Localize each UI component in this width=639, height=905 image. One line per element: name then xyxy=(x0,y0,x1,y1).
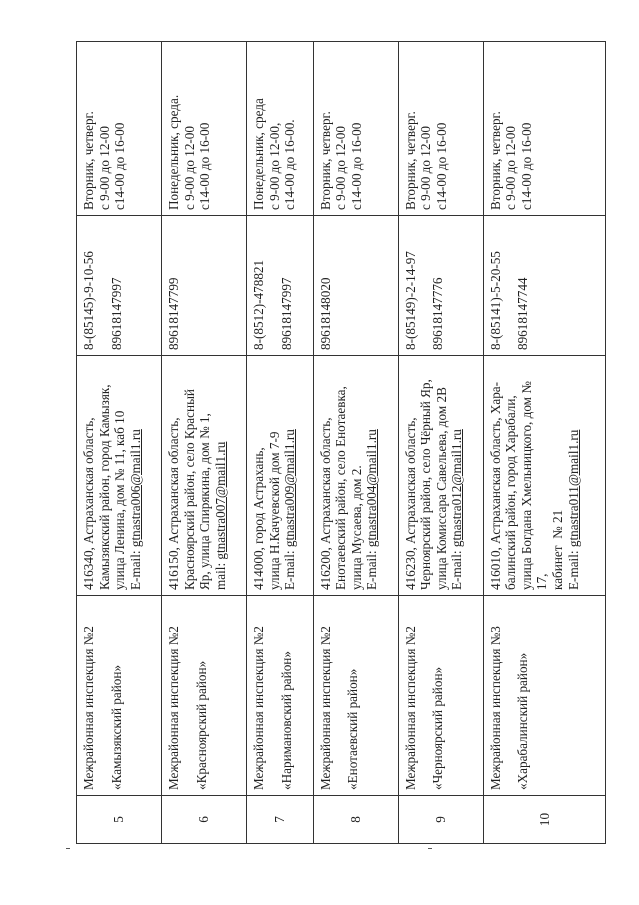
email-prefix: E-mail: xyxy=(282,547,298,590)
address-line: Черноярский район, село Чёрный Яр, xyxy=(418,379,434,590)
email-prefix: E-mail: xyxy=(127,547,143,590)
district-name: «Наримановский район» xyxy=(278,651,294,790)
hours-line: с14-00 до 16-00 xyxy=(433,122,449,210)
address-cell xyxy=(247,356,313,596)
phone-primary: 89618148020 xyxy=(317,277,333,350)
scan-mark xyxy=(66,848,70,849)
email-link[interactable]: gtnastra011@mail1.ru xyxy=(565,429,581,548)
table-row xyxy=(483,42,605,844)
district-name: «Камызякский район» xyxy=(108,664,124,790)
address-line: 17, xyxy=(534,573,550,590)
scan-mark xyxy=(428,848,432,849)
phone-secondary: 89618147776 xyxy=(430,277,446,350)
spacer-gap xyxy=(267,221,279,350)
address-line: улица Мусаева, дом 2. xyxy=(348,465,364,590)
email-link[interactable]: gtnastra012@mail1.ru xyxy=(449,429,465,548)
row-number: 8 xyxy=(313,796,398,844)
hours-line: с14-00 до 16-00 xyxy=(518,122,534,210)
email-line xyxy=(364,361,380,590)
phone-secondary: 89618147744 xyxy=(515,277,531,350)
address-line: 416340, Астраханская область, xyxy=(81,417,96,590)
table-row xyxy=(313,42,398,844)
email-link[interactable]: gtnastra006@mail1.ru xyxy=(127,429,143,548)
hours-line: Понедельник, среда xyxy=(251,98,267,210)
email-line xyxy=(128,361,144,590)
hours-line: с14-00 до 16-00 xyxy=(348,122,364,210)
email-link[interactable]: gtnastra004@mail1.ru xyxy=(364,429,380,548)
email-prefix: E-mail: xyxy=(364,547,380,590)
address-line: балинский район, город Харабали, xyxy=(503,395,519,590)
phone-secondary: 89618147997 xyxy=(278,277,294,350)
table-row xyxy=(162,42,247,844)
district-name: «Енотаевский район» xyxy=(345,668,361,790)
hours-cell xyxy=(247,42,313,216)
spacer-gap xyxy=(97,221,109,350)
phone-cell xyxy=(247,216,313,356)
phone-primary: 8-(85149)-2-14-97 xyxy=(402,251,418,350)
inspection-name-cell xyxy=(313,596,398,796)
inspection-name-cell xyxy=(77,596,162,796)
email-prefix: mail: xyxy=(212,559,228,590)
address-line: 416200, Астраханская область, xyxy=(317,417,333,590)
inspection-name-cell xyxy=(398,596,483,796)
hours-cell xyxy=(77,42,162,216)
email-link[interactable]: gtnastra009@mail1.ru xyxy=(282,429,298,548)
hours-line: Вторник, четверг. xyxy=(317,111,333,210)
address-cell xyxy=(77,356,162,596)
row-number: 7 xyxy=(247,796,313,844)
hours-line: с 9-00 до 12-00 xyxy=(96,126,112,210)
spacer-gap xyxy=(267,601,279,790)
inspection-name-cell xyxy=(247,596,313,796)
phone-cell xyxy=(313,216,398,356)
address-cell xyxy=(483,356,605,596)
email-line xyxy=(449,361,465,590)
hours-line: с 9-00 до 12-00 xyxy=(181,126,197,210)
district-name: «Красноярский район» xyxy=(193,660,209,790)
email-link[interactable]: gtnastra007@mail1.ru xyxy=(212,441,228,560)
phone-cell xyxy=(77,216,162,356)
district-name: «Черноярский район» xyxy=(430,666,446,790)
address-line: 416150, Астраханская область, xyxy=(166,417,182,590)
inspection-name-cell xyxy=(162,596,247,796)
hours-line: Понедельник, среда. xyxy=(166,94,182,210)
inspection-name: Межрайонная инспекция №2 xyxy=(402,626,418,790)
hours-cell xyxy=(162,42,247,216)
hours-line: с 9-00 до 12-00, xyxy=(266,122,282,210)
spacer-gap xyxy=(418,601,430,790)
address-cell xyxy=(313,356,398,596)
address-cell xyxy=(398,356,483,596)
address-line: улица Ленина, дом № 11, каб 10 xyxy=(112,410,128,590)
inspection-table xyxy=(76,41,606,844)
spacer-gap xyxy=(182,601,194,790)
phone-cell xyxy=(483,216,605,356)
phone-primary: 8-(8512)-478821 xyxy=(251,259,267,350)
hours-line: с14-00 до 16-00. xyxy=(282,119,298,210)
row-number: 9 xyxy=(398,796,483,844)
hours-line: с 9-00 до 12-00 xyxy=(418,126,434,210)
hours-line: Вторник, четверг. xyxy=(487,111,503,210)
spacer-gap xyxy=(503,221,515,350)
address-line: улица Богдана Хмельницкого, дом № xyxy=(518,381,534,590)
inspection-name: Межрайонная инспекция №2 xyxy=(317,626,333,790)
hours-line: с14-00 до 16-00 xyxy=(197,122,213,210)
hours-line: Вторник, четверг. xyxy=(402,111,418,210)
table-row xyxy=(398,42,483,844)
email-prefix: E-mail: xyxy=(565,547,581,590)
hours-line: Вторник, четверг. xyxy=(81,111,96,210)
address-line: Енотаевский район, село Енотаевка, xyxy=(333,386,349,590)
hours-line: с 9-00 до 12-00 xyxy=(503,126,519,210)
phone-cell xyxy=(398,216,483,356)
spacer-gap xyxy=(418,221,430,350)
inspection-name: Межрайонная инспекция №2 xyxy=(251,626,267,790)
row-number: 10 xyxy=(483,796,605,844)
address-line: 414000, город Астрахань, xyxy=(251,447,267,590)
hours-cell xyxy=(313,42,398,216)
address-line: 416230, Астраханская область, xyxy=(402,417,418,590)
email-line xyxy=(213,361,229,590)
email-prefix: E-mail: xyxy=(449,547,465,590)
table-body xyxy=(77,42,606,844)
inspection-name-cell xyxy=(483,596,605,796)
hours-cell xyxy=(483,42,605,216)
phone-secondary: 89618147997 xyxy=(108,277,124,350)
spacer-gap xyxy=(97,601,109,790)
hours-line: с14-00 до 16-00 xyxy=(112,122,128,210)
address-line: 416010, Астраханская область, Хара- xyxy=(487,381,503,590)
hours-line: с 9-00 до 12-00 xyxy=(333,126,349,210)
inspection-name: Межрайонная инспекция №2 xyxy=(81,626,96,790)
address-line: улица Комиссара Савельева, дом 2В xyxy=(433,387,449,590)
table-row xyxy=(247,42,313,844)
address-line: Камызякский район, город Камызяк, xyxy=(96,384,112,590)
phone-primary: 89618147799 xyxy=(166,277,182,350)
inspection-name: Межрайонная инспекция №2 xyxy=(166,626,182,790)
spacer-gap xyxy=(503,601,515,790)
document-table-container xyxy=(76,42,606,844)
row-number: 5 xyxy=(77,796,162,844)
inspection-name: Межрайонная инспекция №3 xyxy=(487,626,503,790)
phone-primary: 8-(85141)-5-20-55 xyxy=(487,251,503,350)
district-name: «Харабалинский район» xyxy=(515,652,531,790)
phone-cell xyxy=(162,216,247,356)
address-line: кабинет № 21 xyxy=(550,509,566,590)
email-line xyxy=(282,361,298,590)
row-number: 6 xyxy=(162,796,247,844)
rotated-page xyxy=(76,42,606,844)
address-cell xyxy=(162,356,247,596)
address-line: Красноярский район, село Красный xyxy=(181,389,197,590)
table-row xyxy=(77,42,162,844)
phone-primary: 8-(85145)-9-10-56 xyxy=(81,251,96,350)
email-line xyxy=(566,361,582,590)
address-line: Яр, улица Спирякина, дом № 1, xyxy=(197,413,213,590)
address-line: улица Н.Качуевской дом 7-9 xyxy=(266,431,282,590)
spacer-gap xyxy=(333,601,345,790)
hours-cell xyxy=(398,42,483,216)
